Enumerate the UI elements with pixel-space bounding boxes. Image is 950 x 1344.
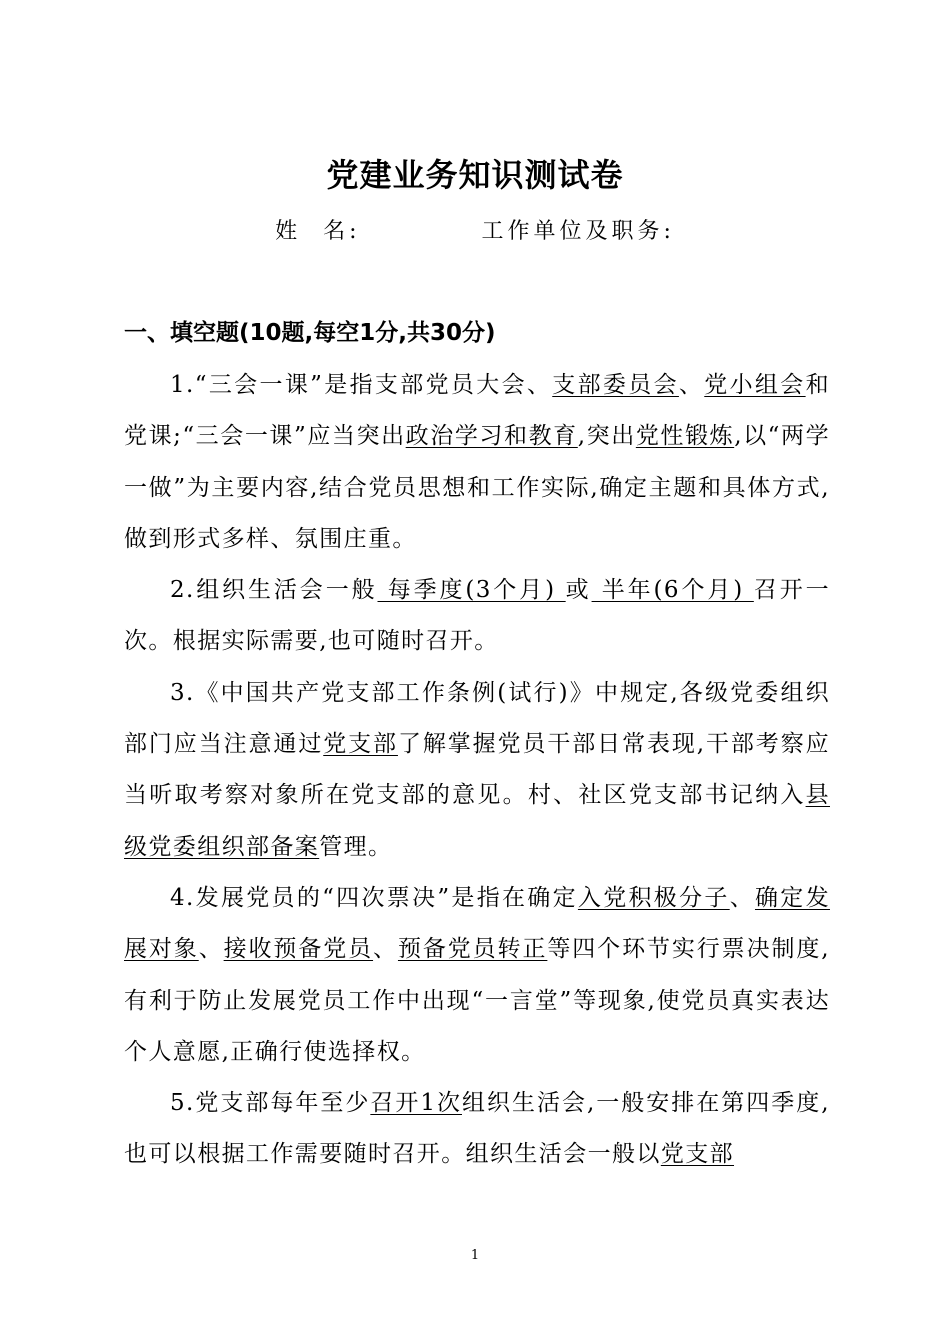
answer-blank: 半年(6个月) (591, 577, 754, 604)
question-text: 和党课;“三会一课”应当突出 (124, 372, 831, 450)
question-text: 2.组织生活会一般 (170, 577, 378, 604)
answer-blank: 预备党员转正 (397, 936, 548, 963)
question-item (124, 668, 830, 873)
question-item (124, 1078, 830, 1181)
page-title: 党建业务知识测试卷 (326, 156, 624, 194)
question-text: 、 (198, 936, 224, 963)
question-text: 或 (565, 577, 592, 604)
question-text: 、 (729, 884, 755, 911)
answer-blank: 接收预备党员 (223, 936, 374, 963)
question-item (124, 873, 830, 1078)
question-text: 3.《中国共产党支部工作条例(试行)》中规定,各级党委组织部门应当注意通过 (124, 679, 830, 758)
answer-blank: 入党积极分子 (577, 884, 730, 911)
question-text: 5.党支部每年至少 (170, 1090, 371, 1117)
answer-blank: 支部委员会 (552, 372, 679, 398)
answer-blank: 确定发展对象 (124, 884, 830, 963)
question-text: 等四个环节实行票决制度,有利于防止发展党员工作中出现“一言堂”等现象,使党员真实表达个人意愿,正确行使选择权。 (124, 936, 831, 1065)
answer-blank: 政治学习和教育 (405, 423, 578, 450)
answer-blank: 党小组会 (704, 372, 806, 398)
answer-blank: 党性锻炼 (635, 423, 735, 450)
question-text: 召开一次。根据实际需要,也可随时召开。 (124, 577, 831, 655)
question-item (124, 565, 830, 668)
name-and-unit-line: 姓 名: 工作单位及职务: (275, 219, 675, 244)
question-text: 了解掌握党员干部日常表现,干部考察应当听取考察对象所在党支部的意见。村、社区党支部书记纳入 (124, 731, 831, 809)
section-heading: 一、填空题(10题,每空1分,共30分) (124, 320, 496, 346)
question-text: 、 (373, 936, 398, 963)
question-text: 4.发展党员的“四次票决”是指在确定 (170, 884, 578, 911)
answer-blank: 召开1次 (370, 1090, 462, 1117)
answer-blank: 每季度(3个月) (377, 577, 566, 604)
question-text: 组织生活会,一般安排在第四季度,也可以根据工作需要随时召开。组织生活会一般以 (124, 1090, 830, 1168)
question-item (124, 360, 830, 565)
answer-blank: 党支部 (323, 731, 398, 758)
question-text: 、 (678, 372, 705, 398)
answer-blank: 党支部 (660, 1141, 735, 1168)
question-text: 1.“三会一课”是指支部党员大会、 (170, 372, 553, 398)
answer-blank: 县级党委组织部备案 (124, 782, 830, 860)
page-number: 1 (470, 1248, 480, 1263)
question-text: 管理。 (319, 833, 393, 860)
question-text: ,以“两学一做”为主要内容,结合党员思想和工作实际,确定主题和具体方式,做到形式多样、氛围庄重。 (124, 423, 830, 552)
question-list (124, 360, 830, 1181)
question-text: ,突出 (577, 423, 636, 450)
